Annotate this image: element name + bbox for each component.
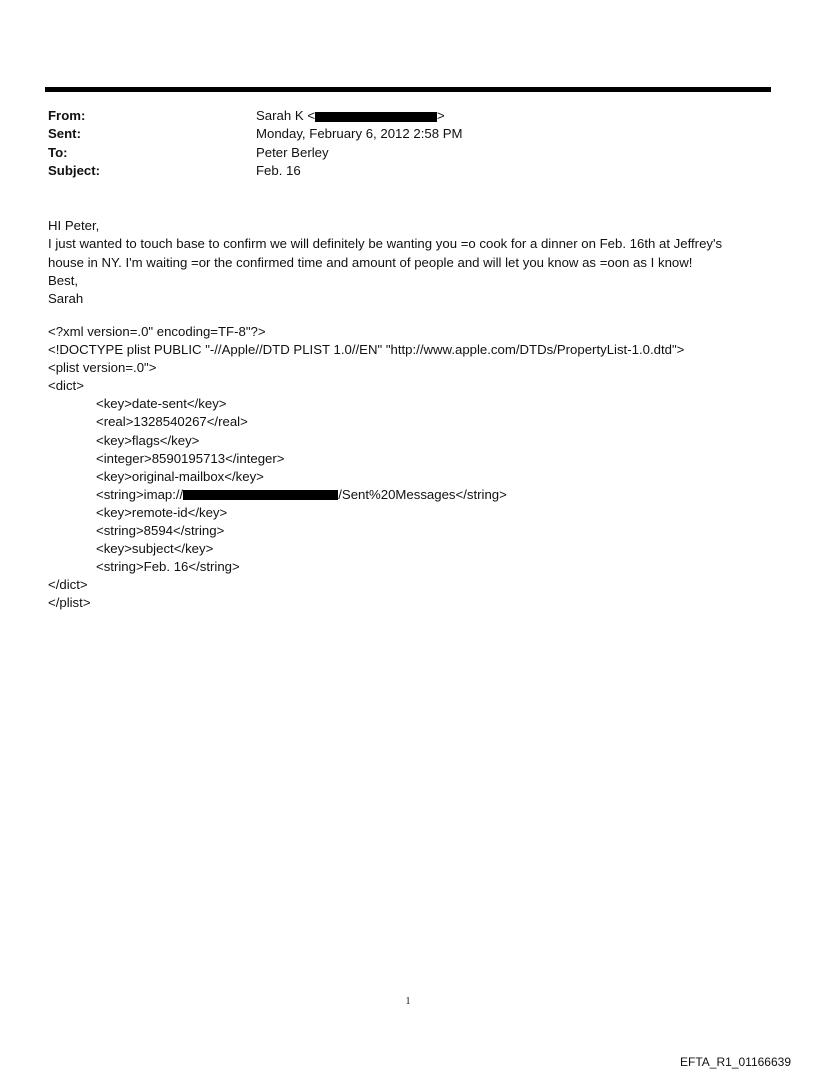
xml-line: <key>remote-id</key> <box>96 504 228 520</box>
closing: Best, <box>48 272 79 288</box>
mailbox-post: /Sent%20Messages</string> <box>338 486 507 502</box>
bates-number: EFTA_R1_01166639 <box>680 1055 791 1069</box>
from-close: > <box>437 108 445 123</box>
subject-label: Subject: <box>48 163 101 179</box>
redaction-bar <box>315 112 437 122</box>
from-value <box>256 107 445 125</box>
xml-line: <key>original-mailbox</key> <box>96 468 264 484</box>
xml-line: <string>Feb. 16</string> <box>96 559 240 575</box>
subject-row <box>48 162 462 180</box>
mailbox-pre: <string>imap:// <box>96 486 184 502</box>
to-label: To: <box>48 144 68 160</box>
xml-line: <key>subject</key> <box>96 541 214 557</box>
xml-declaration: <?xml version=.0" encoding=TF-8"?> <box>48 324 266 339</box>
sent-value: Monday, February 6, 2012 2:58 PM <box>256 126 463 142</box>
greeting: HI Peter, <box>48 218 100 233</box>
subject-value: Feb. 16 <box>256 163 301 179</box>
xml-line: <integer>8590195713</integer> <box>96 450 285 466</box>
dict-open: <dict> <box>48 378 84 394</box>
email-header <box>48 107 462 181</box>
plist-close: </plist> <box>48 595 91 611</box>
from-row <box>48 107 462 125</box>
sent-label: Sent: <box>48 126 81 142</box>
xml-line: <string>8594</string> <box>96 523 225 539</box>
xml-line-mailbox <box>48 486 684 504</box>
page-number: 1 <box>405 996 411 1007</box>
xml-line: <key>date-sent</key> <box>96 396 227 412</box>
email-body <box>48 217 788 308</box>
dict-close: </dict> <box>48 577 88 593</box>
plist-open: <plist version=.0"> <box>48 360 157 376</box>
header-rule <box>45 87 771 92</box>
from-name: Sarah K < <box>256 108 316 123</box>
xml-line: <real>1328540267</real> <box>96 414 248 430</box>
to-row <box>48 144 462 162</box>
xml-doctype: <!DOCTYPE plist PUBLIC "-//Apple//DTD PLIST 1.0//EN" "http://www.apple.com/DTDs/PropertyList-1.0.dtd"> <box>48 342 685 358</box>
body-line-2: house in NY. I'm waiting =or the confirmed time and amount of people and will let you know as =oon as I know! <box>48 254 693 270</box>
xml-block <box>48 323 684 613</box>
body-line-1: I just wanted to touch base to confirm we will definitely be wanting you =o cook for a dinner on Feb. 16th at Jeffrey's <box>48 236 723 252</box>
from-label: From: <box>48 108 86 123</box>
xml-line: <key>flags</key> <box>96 432 200 448</box>
signature: Sarah <box>48 291 84 307</box>
sent-row <box>48 125 462 143</box>
to-value: Peter Berley <box>256 144 329 160</box>
redaction-bar <box>183 490 338 500</box>
